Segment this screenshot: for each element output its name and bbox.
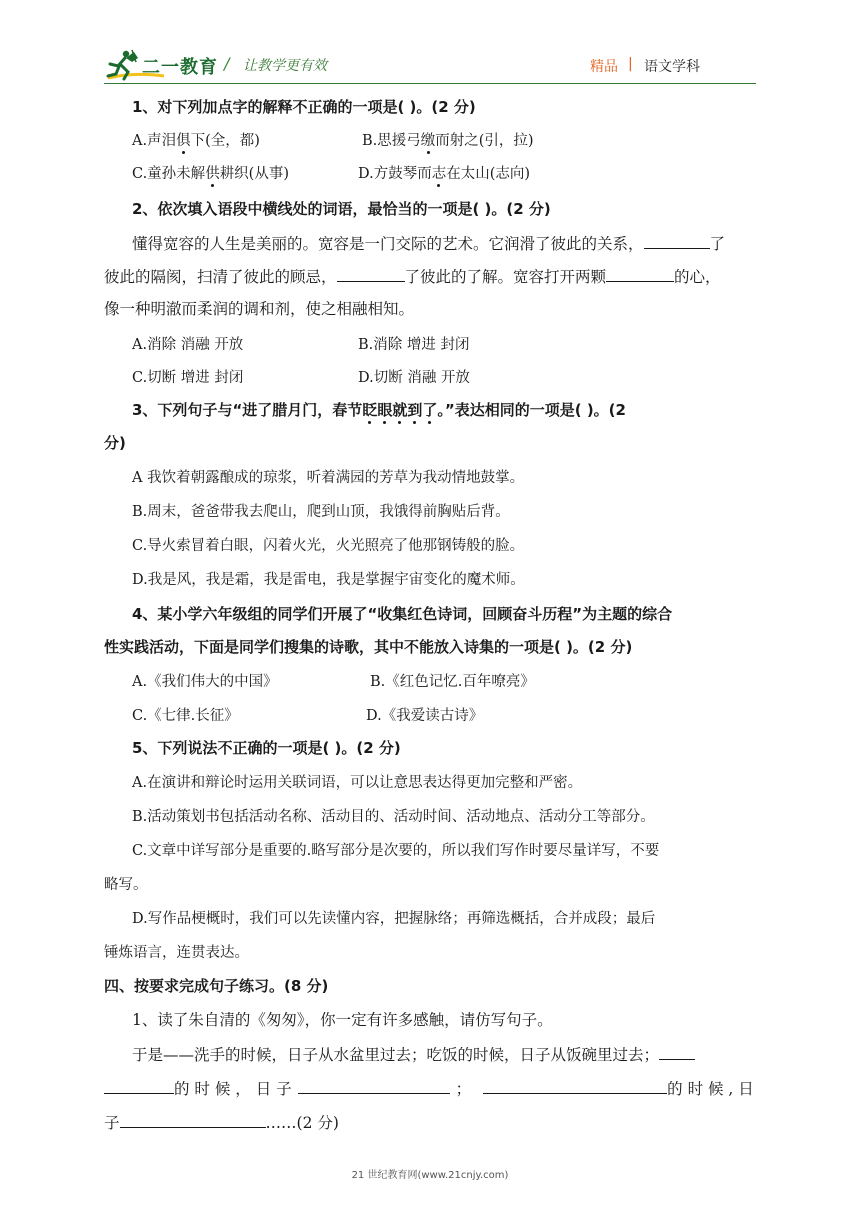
q4-stem-line-1: 4、某小学六年级组的同学们开展了“收集红色诗词，回顾奋斗历程”为主题的综合 (132, 605, 673, 623)
page-footer: 21 世纪教育网(www.21cnjy.com) (351, 1170, 509, 1181)
section-4-answer-line-1: 的 时 候 ， 日 子 ； 的 时 候 , 日 (104, 1077, 754, 1100)
q1-stem: 1、对下列加点字的解释不正确的一项是( )。(2 分) (132, 98, 476, 116)
q5-option-d-line-2: 锤炼语言，连贯表达。 (104, 945, 249, 961)
q2-paragraph-line-3: 像一种明澈而柔润的调和剂，使之相融相知。 (104, 300, 415, 318)
q3-option-c: C.导火索冒着白眼，闪着火光，火光照亮了他那钢铸般的脸。 (132, 538, 525, 554)
header-rule (104, 83, 756, 84)
section-4-item-1: 1、读了朱自清的《匆匆》，你一定有许多感触，请仿写句子。 (132, 1011, 553, 1029)
q5-option-b: B.活动策划书包括活动名称、活动目的、活动时间、活动地点、活动分工等部分。 (132, 809, 655, 825)
q1-option-a: A.声泪俱下(全，都) (132, 133, 260, 149)
header-slogan: 让教学更有效 (243, 58, 327, 74)
q4-option-d: D.《我爱读古诗》 (366, 708, 484, 724)
fill-blank[interactable] (644, 232, 710, 249)
q1-option-d: D.方鼓琴而志在太山(志向) (358, 166, 531, 182)
badge-subject: 语文学科 (644, 59, 700, 75)
fill-blank[interactable] (337, 265, 405, 282)
section-4-answer-line-2: 子 ……(2 分) (104, 1111, 339, 1134)
q3-stem-continued: 分) (104, 434, 126, 452)
badge-separator: | (628, 56, 633, 72)
q1-option-c: C.童孙未解供耕织(从事) (132, 166, 290, 182)
q2-option-d: D.切断 消融 开放 (358, 370, 470, 386)
q3-stem: 3、下列句子与“进了腊月门，春节眨眼就到了。”表达相同的一项是( )。(2 (132, 401, 626, 419)
header-slash: / (224, 54, 230, 73)
page-header (0, 0, 860, 92)
q4-stem-line-2: 性实践活动，下面是同学们搜集的诗歌，其中不能放入诗集的一项是( )。(2 分) (104, 638, 633, 656)
q5-stem: 5、下列说法不正确的一项是( )。(2 分) (132, 739, 401, 757)
fill-blank[interactable] (104, 1077, 174, 1094)
q2-option-b: B.消除 增进 封闭 (358, 337, 470, 353)
badge-quality: 精品 (590, 59, 618, 75)
q2-stem: 2、依次填入语段中横线处的词语，最恰当的一项是( )。(2 分) (132, 200, 551, 218)
q4-option-b: B.《红色记忆.百年嘹亮》 (370, 674, 535, 690)
fill-blank[interactable] (659, 1043, 695, 1060)
section-4-title: 四、按要求完成句子练习。(8 分) (104, 977, 329, 995)
fill-blank[interactable] (483, 1077, 667, 1094)
q4-option-a: A.《我们伟大的中国》 (132, 674, 278, 690)
q2-paragraph-line-1: 懂得宽容的人生是美丽的。宽容是一门交际的艺术。它润滑了彼此的关系， 了 (132, 232, 725, 255)
q4-option-c: C.《七律.长征》 (132, 708, 239, 724)
section-4-example: 于是——洗手的时候，日子从水盆里过去；吃饭的时候，日子从饭碗里过去； (132, 1043, 695, 1066)
q5-option-c-line-1: C.文章中详写部分是重要的.略写部分是次要的，所以我们写作时要尽量详写，不要 (132, 843, 660, 859)
q3-option-b: B.周末，爸爸带我去爬山，爬到山顶，我饿得前胸贴后背。 (132, 504, 510, 520)
brand-name: 二一教育 (142, 57, 218, 78)
q3-option-d: D.我是风，我是霜，我是雷电，我是掌握宇宙变化的魔术师。 (132, 572, 525, 588)
fill-blank[interactable] (120, 1111, 266, 1128)
q5-option-c-line-2: 略写。 (104, 877, 148, 893)
q2-option-a: A.消除 消融 开放 (132, 337, 244, 353)
q5-option-a: A.在演讲和辩论时运用关联词语，可以让意思表达得更加完整和严密。 (132, 775, 583, 791)
q1-option-b: B.思援弓缴而射之(引，拉) (362, 133, 534, 149)
fill-blank[interactable] (298, 1077, 450, 1094)
q3-option-a: A 我饮着朝露酿成的琼浆，听着满园的芳草为我动情地鼓掌。 (132, 470, 525, 486)
q5-option-d-line-1: D.写作品梗概时，我们可以先读懂内容，把握脉络；再筛选概括，合并成段；最后 (132, 911, 656, 927)
fill-blank[interactable] (606, 265, 674, 282)
q2-option-c: C.切断 增进 封闭 (132, 370, 244, 386)
q2-paragraph-line-2: 彼此的隔阂，扫清了彼此的顾忌， 了彼此的了解。宽容打开两颗 的心， (104, 265, 721, 288)
